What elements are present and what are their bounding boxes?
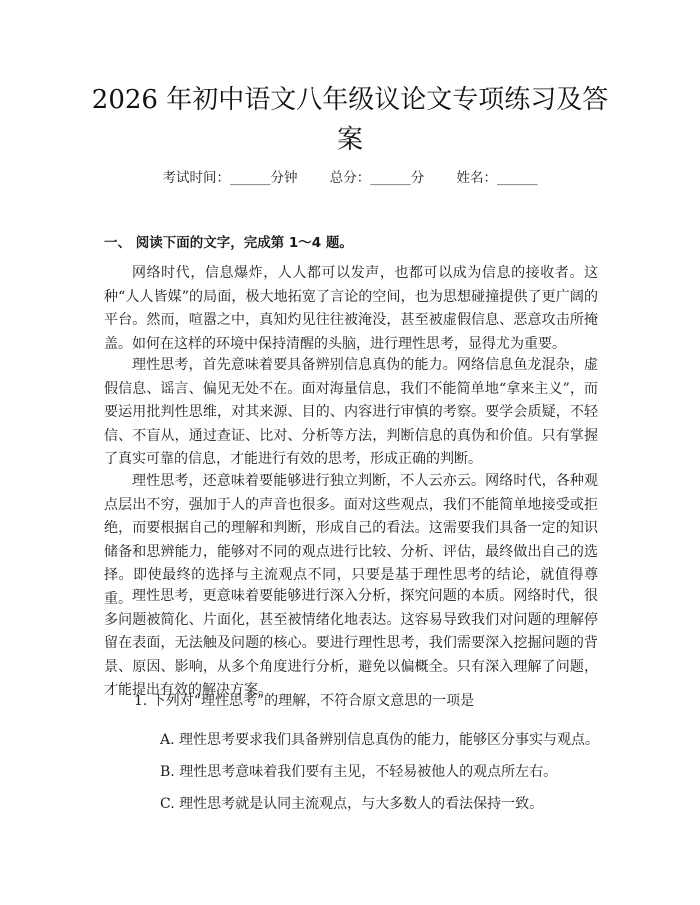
student-name: 姓名：______ (456, 170, 538, 186)
page-title: 2026 年初中语文八年级议论文专项练习及答案 (91, 85, 609, 155)
paragraph-2: 理性思考，首先意味着要具备辨别信息真伪的能力。网络信息鱼龙混杂，虚假信息、谣言、偏见无处不在。面对海量信息，我们不能简单地“拿来主义”，而要运用批判性思维，对其来源、目的、内容进行审慎的考察。要学会质疑，不轻信、不盲从，通过查证、比对、分析等方法，判断信息的真伪和价值。只有掌握了真实可靠的信息，才能进行有效的思考，形成正确的判断。 (104, 357, 598, 467)
exam-meta (0, 166, 700, 186)
option-a: A. 理性思考要求我们具备辨别信息真伪的能力，能够区分事实与观点。 (160, 732, 600, 748)
total-score: 总分：______分 (329, 170, 425, 186)
option-c: C. 理性思考就是认同主流观点，与大多数人的看法保持一致。 (160, 796, 544, 812)
paragraph-4: 理性思考，更意味着要能够进行深入分析，探究问题的本质。网络时代，很多问题被简化、片面化，甚至被情绪化地表达。这容易导致我们对问题的理解停留在表面，无法触及问题的核心。要进行理性思考，我们需要深入挖掘问题的背景、原因、影响，从多个角度进行分析，避免以偏概全。只有深入理解了问题，才能提出有效的解决方案。 (104, 588, 598, 698)
exam-time: 考试时间：______分钟 (162, 170, 298, 186)
paragraph-3: 理性思考，还意味着要能够进行独立判断，不人云亦云。网络时代，各种观点层出不穷，强加于人的声音也很多。面对这些观点，我们不能简单地接受或拒绝，而要根据自己的理解和判断，形成自己的看法。这需要我们具备一定的知识储备和思辨能力，能够对不同的观点进行比较、分析、评估，最终做出自己的选择。即使最终的选择与主流观点不同，只要是基于理性思考的结论，就值得尊重。 (104, 473, 598, 607)
option-b: B. 理性思考意味着我们要有主见，不轻易被他人的观点所左右。 (160, 764, 558, 780)
section-heading: 一、 阅读下面的文字，完成第 1～4 题。 (104, 235, 353, 251)
paragraph-1: 网络时代，信息爆炸，人人都可以发声，也都可以成为信息的接收者。这种“人人皆媒”的局面，极大地拓宽了言论的空间，也为思想碰撞提供了更广阔的平台。然而，喧嚣之中，真知灼见往往被淹没，甚至被虚假信息、恶意攻击所掩盖。如何在这样的环境中保持清醒的头脑，进行理性思考，显得尤为重要。 (104, 265, 598, 352)
question-1-stem: 1. 下列对“理性思考”的理解，不符合原文意思的一项是 (134, 693, 475, 709)
